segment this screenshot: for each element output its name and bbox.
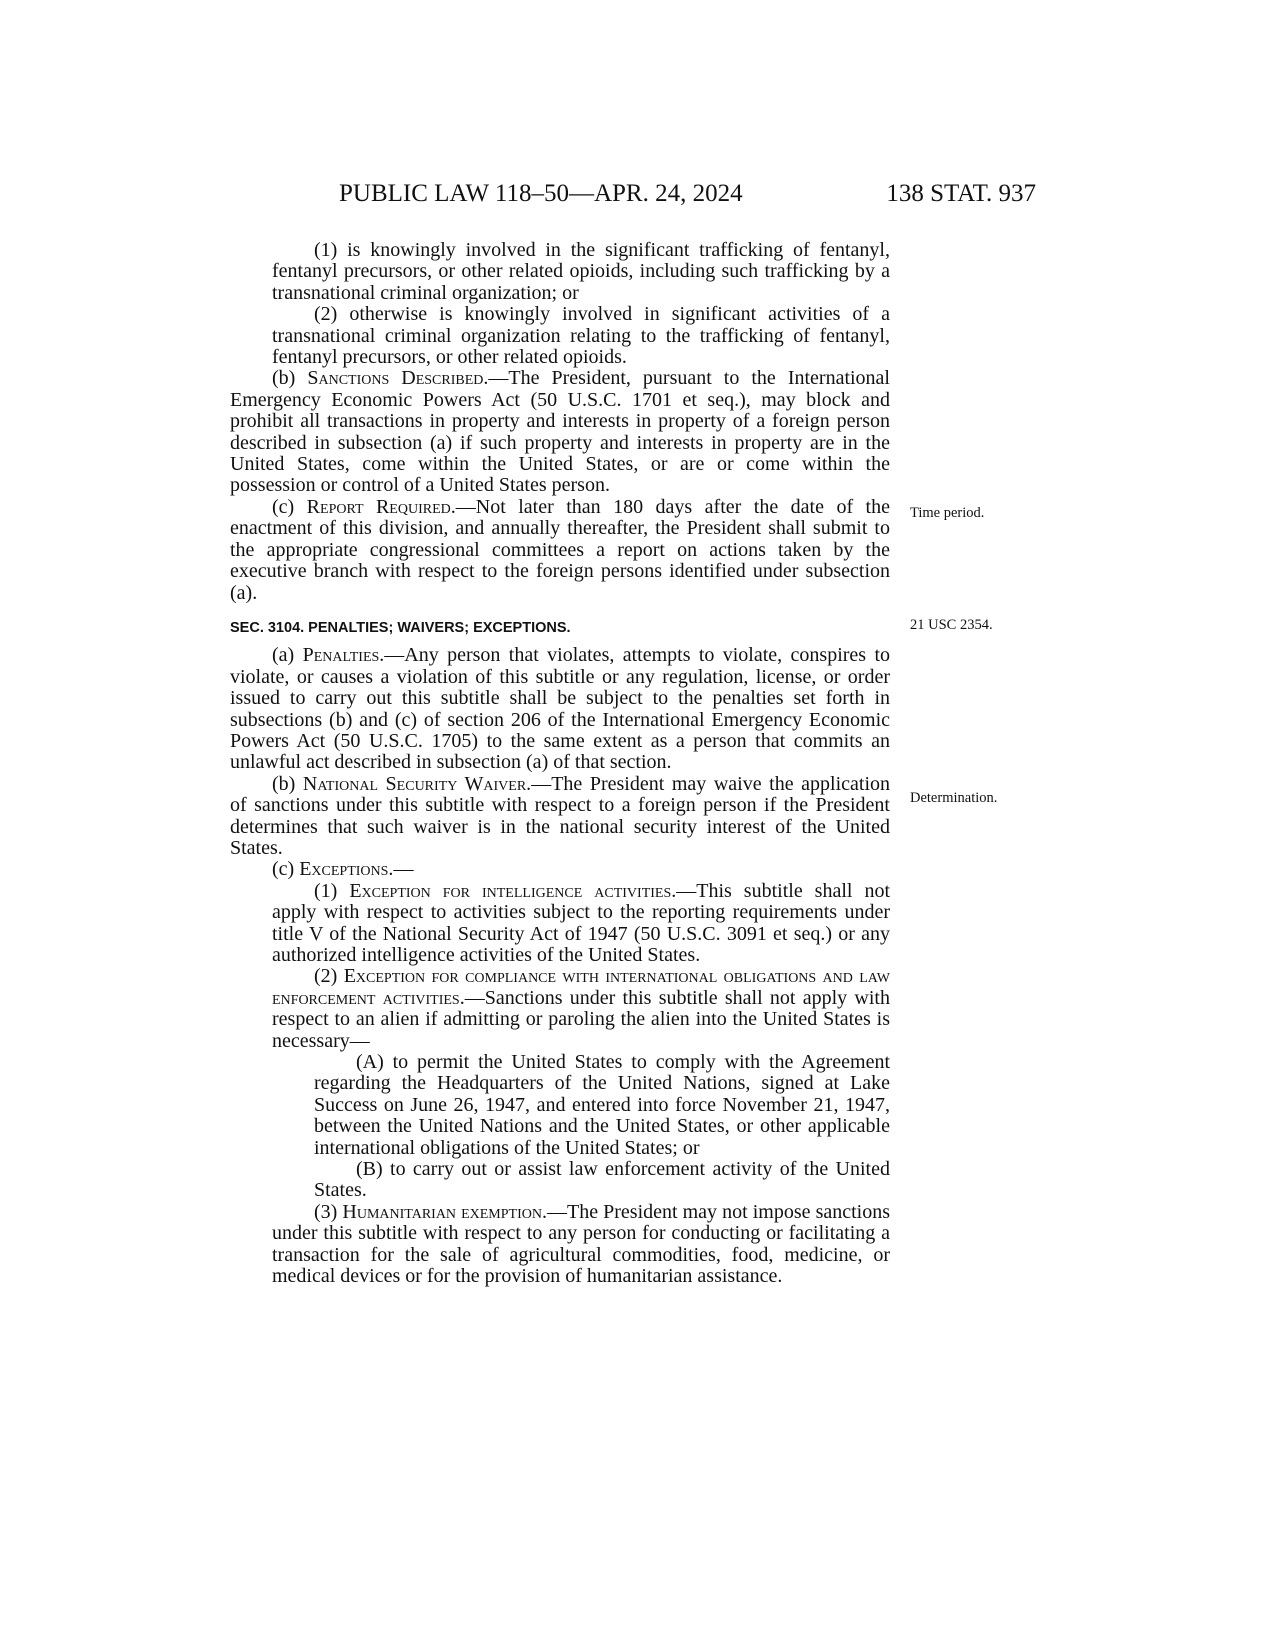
exception-3-text: —The President may not impose sanctions under this subtitle with respect to any person for conducting or facilitating a transaction for the sale of agricultural commodities, food, medicine, or medical devices or for the provision of humanitarian assistance.: [272, 1200, 890, 1288]
exception-1-text: —This subtitle shall not apply with respect to activities subject to the reporting requirements under title V of the National Security Act of 1947 (50 U.S.C. 3091 et seq.) or any authorized intelligence activities of the United States.: [272, 879, 891, 966]
exception-1-heading: Exception for intelligence activities.: [349, 879, 677, 902]
exception-3: [230, 1202, 890, 1288]
penalties-num: (a): [272, 644, 295, 667]
margin-note-time-period: Time period.: [910, 505, 985, 521]
margin-note-determination: Determination.: [910, 790, 998, 806]
penalties-text: —Any person that violates, attempts to violate, conspires to violate, or causes a violation of this subtitle or any regulation, license, or order issued to carry out this subtitle shall be subject to the penalties set forth in subsections (b) and (c) of section 206 of the International Emergency Economic Powers Act (50 U.S.C. 1705) to the same extent as a person that commits an unlawful act described in subsection (a) of that section.: [230, 644, 890, 774]
exception-2-text: —Sanctions under this subtitle shall not apply with respect to an alien if admitting or paroling the alien into the United States is necessary—: [272, 986, 890, 1052]
exception-1: [230, 881, 890, 967]
waiver-heading: National Security Waiver.: [302, 772, 532, 795]
exception-2: [230, 966, 890, 1052]
exception-3-num: (3): [314, 1200, 338, 1223]
header-title: PUBLIC LAW 118–50—APR. 24, 2024: [339, 180, 743, 207]
subsection-c-num: (c): [272, 495, 295, 518]
subsection-b-heading: Sanctions Described.: [307, 367, 489, 390]
exception-2-heading: Exception for compliance with international obligations and law enforcement activities.: [272, 965, 890, 1009]
running-header: [0, 180, 1275, 214]
margin-note-usc: 21 USC 2354.: [910, 617, 993, 633]
exceptions-paragraph: [230, 859, 890, 880]
exception-2-num: (2): [314, 965, 338, 988]
subsection-b-num: (b): [272, 367, 296, 390]
waiver-paragraph: [230, 774, 890, 860]
header-stat-page: 138 STAT. 937: [886, 180, 1036, 207]
exceptions-dash: —: [393, 858, 414, 881]
law-text: [230, 240, 890, 1288]
section-heading: SEC. 3104. PENALTIES; WAIVERS; EXCEPTIONS.: [230, 619, 571, 636]
exception-3-heading: Humanitarian exemption.: [342, 1200, 547, 1223]
subsection-c: [230, 497, 890, 604]
exceptions-heading: Exceptions.: [299, 858, 394, 881]
subsection-b: [230, 368, 890, 496]
waiver-text: —The President may waive the application of sanctions under this subtitle with respect to a foreign person if the President determines that such waiver is in the national security interest of the United States.: [230, 772, 890, 859]
penalties-paragraph: [230, 645, 890, 773]
exception-2-A: (A) to permit the United States to comply with the Agreement regarding the Headquarters of the United Nations, signed at Lake Success on June 26, 1947, and entered into force November 21, 1947, between the United Nations and the United States, or other applicable international obligations of the United States; or: [314, 1051, 890, 1159]
penalties-heading: Penalties.: [302, 644, 385, 667]
exception-2-B: (B) to carry out or assist law enforcement activity of the United States.: [314, 1158, 890, 1202]
paragraph-a1: (1) is knowingly involved in the significant trafficking of fentanyl, fentanyl precursors, or other related opioids, including such trafficking by a transnational criminal organization; or: [272, 239, 890, 304]
exception-1-num: (1): [314, 879, 338, 902]
subsection-b-text: —The President, pursuant to the International Emergency Economic Powers Act (50 U.S.C. 1701 et seq.), may block and prohibit all transactions in property and interests in property of a foreign person described in subsection (a) if such property and interests in property are in the United States, come within the United States, or are or come within the possession or control of a United States person.: [230, 367, 890, 497]
waiver-num: (b): [272, 772, 296, 795]
exceptions-num: (c): [272, 858, 295, 881]
subsection-c-heading: Report Required.: [306, 495, 456, 518]
subsection-c-text: —Not later than 180 days after the date of the enactment of this division, and annually thereafter, the President shall submit to the appropriate congressional committees a report on actions taken by the executive branch with respect to the foreign persons identified under subsection (a).: [230, 495, 890, 604]
paragraph-a2: (2) otherwise is knowingly involved in significant activities of a transnational criminal organization relating to the trafficking of fentanyl, fentanyl precursors, or other related opioids.: [272, 303, 890, 369]
